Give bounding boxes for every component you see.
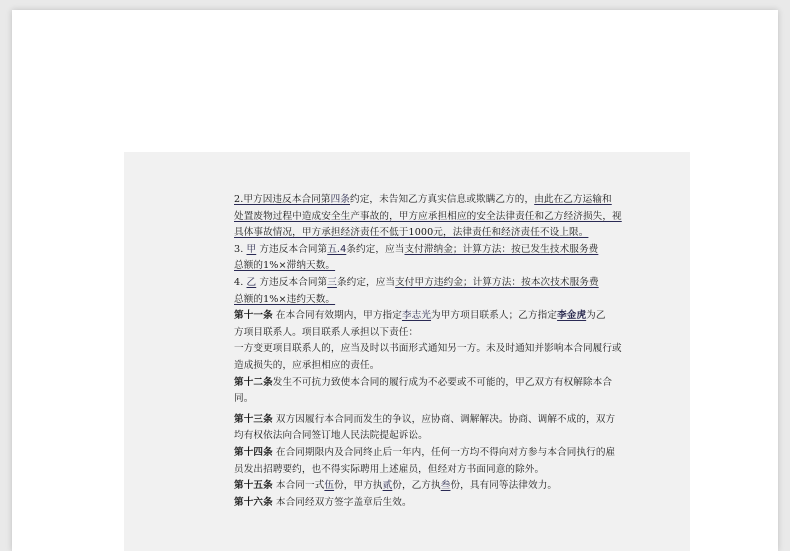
text-span: 处置废物过程中造成安全生产事故的，甲方应承担相应的安全法律责任和乙方经济损失，视	[234, 210, 622, 222]
filled-field: 乙	[246, 276, 257, 288]
text-line	[234, 308, 666, 325]
text-line	[234, 225, 666, 242]
text-line	[234, 412, 666, 429]
text-span: 造成损失的，应承担相应的责任。	[234, 359, 380, 371]
text-span: 2.甲方因违反本合同第	[234, 194, 331, 205]
text-line	[234, 495, 666, 512]
text-span: 份，甲方执	[334, 480, 383, 492]
text-span: 同。	[234, 393, 254, 405]
text-line	[234, 242, 666, 259]
filled-field: 甲	[246, 243, 257, 255]
text-span: 支付滞纳金；计算方法：按已发生技术服务费	[404, 243, 599, 255]
scanned-contract-page	[124, 152, 690, 551]
text-span: 一方变更项目联系人的，应当及时以书面形式通知另一方。未及时通知并影响本合同履行或	[234, 343, 622, 355]
filled-field: 三	[327, 276, 337, 288]
text-span: 双方因履行本合同而发生的争议，应协商、调解解决。协商、调解不成的，双方	[272, 413, 616, 425]
text-span: 条约定，应当	[336, 276, 396, 288]
text-span: 方项目联系人。项目联系人承担以下责任：	[234, 326, 419, 338]
text-line	[234, 275, 666, 292]
filled-field: 四条	[330, 194, 350, 205]
text-span: 由此在乙方运输和	[534, 194, 612, 205]
page-frame	[12, 10, 778, 551]
text-line	[234, 292, 666, 309]
clause-heading: 第十一条	[234, 310, 273, 322]
text-line	[234, 325, 666, 342]
text-span: 为乙	[586, 310, 606, 322]
text-span: 在合同期限内及合同终止后一年内，任何一方均不得向对方参与本合同执行的雇	[272, 446, 616, 458]
filled-field: 李金虎	[557, 310, 587, 322]
text-span: 支付甲方违约金；计算方法：按本次技术服务费	[395, 276, 599, 288]
text-span: 员发出招聘要约，也不得实际聘用上述雇员，但经对方书面同意的除外。	[234, 463, 545, 475]
text-span: 本合同经双方签字盖章后生效。	[272, 496, 412, 508]
clause-heading: 第十五条	[234, 480, 273, 492]
text-span: 总额的1%×滞纳天数。	[234, 260, 336, 272]
text-span: 总额的1%×违约天数。	[234, 293, 336, 305]
text-line	[234, 391, 666, 408]
text-span: 为甲方项目联系人；乙方指定	[431, 310, 558, 322]
filled-field: 叁	[440, 480, 451, 492]
clause-heading: 第十二条	[234, 376, 273, 388]
text-line	[234, 192, 666, 209]
text-span: 约定，未告知乙方真实信息或欺瞒乙方的，	[350, 194, 535, 205]
text-line	[234, 258, 666, 275]
text-span: 条约定，应当	[346, 243, 405, 255]
text-span: 方违反本合同第	[256, 243, 328, 255]
text-line	[234, 341, 666, 358]
text-line	[234, 445, 666, 462]
text-span: 份，具有同等法律效力。	[450, 480, 558, 492]
clause-heading: 第十六条	[234, 496, 273, 508]
text-line	[234, 209, 666, 226]
clause-heading: 第十三条	[234, 413, 273, 425]
text-span: 3.	[234, 243, 247, 255]
clause-heading: 第十四条	[234, 446, 273, 458]
text-span: 具体事故情况，甲方承担经济责任不低于1000元，法律责任和经济责任不设上限。	[234, 227, 589, 239]
text-span: 方违反本合同第	[256, 276, 328, 288]
filled-field: 五.4	[327, 243, 347, 255]
text-line	[234, 462, 666, 479]
text-span: 发生不可抗力致使本合同的履行成为不必要或不可能的，甲乙双方有权解除本合	[272, 376, 613, 388]
text-line	[234, 358, 666, 375]
filled-field: 李志光	[401, 310, 432, 322]
text-line	[234, 478, 666, 495]
text-span: 本合同一式	[272, 480, 325, 492]
text-line	[234, 375, 666, 392]
contract-text	[234, 192, 666, 511]
filled-field: 伍	[324, 480, 335, 492]
filled-field: 贰	[382, 480, 393, 492]
text-span: 4.	[234, 276, 247, 288]
text-span: 均有权依法向合同签订地人民法院提起诉讼。	[234, 430, 428, 442]
text-line	[234, 428, 666, 445]
text-span: 份，乙方执	[392, 480, 441, 492]
text-span: 在本合同有效期内，甲方指定	[272, 310, 402, 322]
